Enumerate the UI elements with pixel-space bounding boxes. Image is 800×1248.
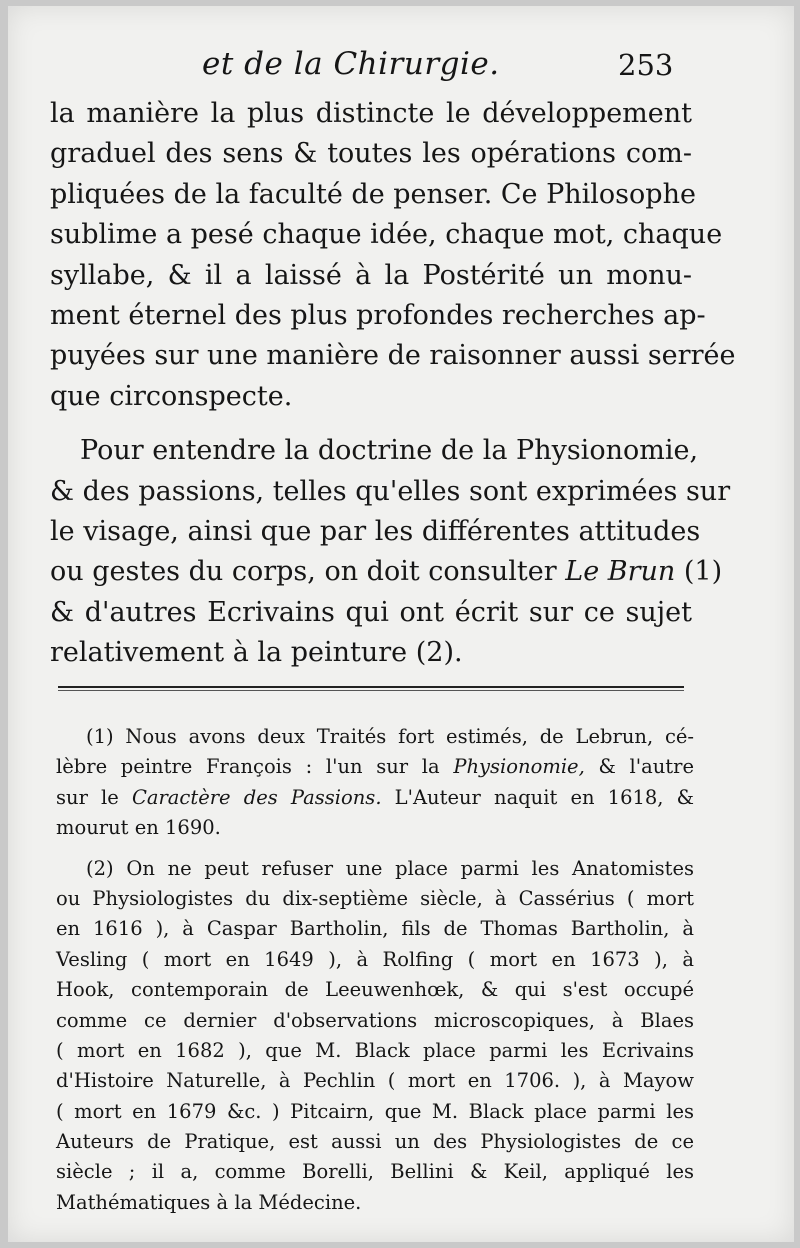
footnote-line: ( mort en 1679 &c. ) Pitcairn, que M. Black place parmi les bbox=[56, 1099, 694, 1123]
text-line: que circonspecte. bbox=[50, 380, 293, 412]
page-number: 253 bbox=[618, 48, 674, 82]
text-line: le visage, ainsi que par les différentes attitudes bbox=[50, 515, 701, 547]
footnote-line: ou Physiologistes du dix-septième siècle, à Cassérius ( mort bbox=[56, 886, 694, 910]
footnote-line: (1) Nous avons deux Traités fort estimés, de Lebrun, cé- bbox=[86, 725, 694, 748]
book-page bbox=[8, 6, 794, 1242]
text-line: Pour entendre la doctrine de la Physionomie, bbox=[80, 435, 699, 467]
footnote-line: Hook, contemporain de Leeuwenhœk, & qui s'est occupé bbox=[56, 978, 694, 1002]
text-line: graduel des sens & toutes les opérations com- bbox=[50, 138, 692, 170]
footnote-line: ( mort en 1682 ), que M. Black place parmi les Ecrivains bbox=[56, 1038, 694, 1062]
footnote bbox=[56, 854, 694, 1219]
footnotes bbox=[56, 722, 694, 1218]
running-head bbox=[8, 46, 794, 90]
text-line: pliquées de la faculté de penser. Ce Philosophe bbox=[50, 178, 696, 210]
paragraph-gap bbox=[50, 417, 692, 431]
text-line: ou gestes du corps, on doit consulter Le Brun (1) bbox=[50, 556, 723, 588]
text-line: & des passions, telles qu'elles sont exprimées sur bbox=[50, 475, 731, 507]
footnote-line: comme ce dernier d'observations microscopiques, à Blaes bbox=[56, 1008, 694, 1032]
footnote-line: Mathématiques à la Médecine. bbox=[56, 1190, 362, 1214]
text-line: relativement à la peinture (2). bbox=[50, 637, 463, 669]
footnote-line: siècle ; il a, comme Borelli, Bellini & Keil, appliqué les bbox=[56, 1160, 694, 1184]
footnote-line: d'Histoire Naturelle, à Pechlin ( mort en 1706. ), à Mayow bbox=[56, 1069, 694, 1093]
main-text bbox=[50, 94, 736, 673]
text-line: sublime a pesé chaque idée, chaque mot, chaque bbox=[50, 219, 723, 251]
text-line: ment éternel des plus profondes recherches ap- bbox=[50, 299, 706, 331]
running-head-title: et de la Chirurgie. bbox=[202, 46, 500, 82]
text-line: la manière la plus distincte le développement bbox=[50, 98, 692, 129]
footnote-separator-rule bbox=[58, 686, 684, 691]
footnote-line: en 1616 ), à Caspar Bartholin, fils de Thomas Bartholin, à bbox=[56, 917, 694, 941]
footnote-line: lèbre peintre François : l'un sur la Physionomie, & l'autre bbox=[56, 755, 694, 779]
footnote-line: sur le Caractère des Passions. L'Auteur naquit en 1618, & bbox=[56, 785, 694, 809]
text-line: syllabe, & il a laissé à la Postérité un monu- bbox=[50, 259, 692, 291]
text-line: & d'autres Ecrivains qui ont écrit sur ce sujet bbox=[50, 596, 692, 628]
footnote-line: (2) On ne peut refuser une place parmi les Anatomistes bbox=[86, 856, 694, 880]
paragraph bbox=[50, 431, 731, 673]
footnote-line: Vesling ( mort en 1649 ), à Rolfing ( mort en 1673 ), à bbox=[56, 947, 694, 971]
footnote-gap bbox=[56, 844, 694, 854]
footnote-line: mourut en 1690. bbox=[56, 816, 221, 840]
paragraph bbox=[50, 94, 736, 417]
footnote bbox=[56, 722, 694, 844]
footnote-line: Auteurs de Pratique, est aussi un des Physiologistes de ce bbox=[56, 1130, 694, 1154]
text-line: puyées sur une manière de raisonner aussi serrée bbox=[50, 340, 736, 372]
